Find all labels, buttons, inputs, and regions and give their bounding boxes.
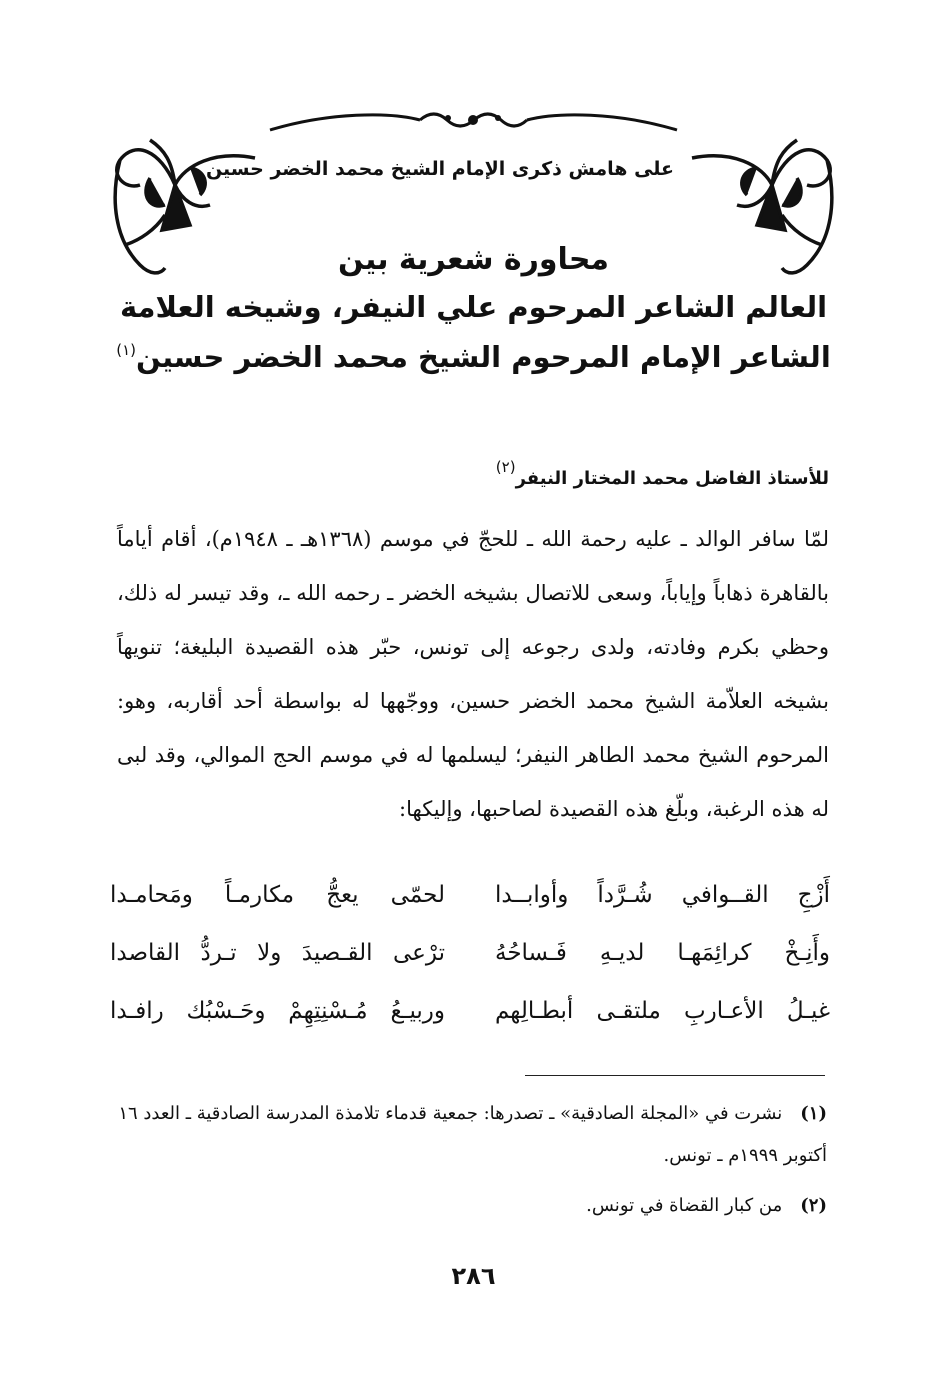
author-footnote-mark: (٢) — [495, 458, 516, 476]
footnote-divider — [525, 1075, 825, 1076]
author-byline — [496, 458, 829, 489]
verse-first-hemistich: وأَنِـخْ كرائِمَهـا لديـهِ فَـساحُهُ — [495, 940, 830, 966]
poem-verse — [100, 998, 830, 1048]
fleur-ornament-icon — [420, 114, 527, 126]
running-header: على هامش ذكرى الإمام الشيخ محمد الخضر حسين — [205, 158, 675, 180]
body-paragraph-block — [117, 512, 829, 836]
poem-verse — [100, 940, 830, 990]
title-footnote-mark: (١) — [116, 341, 136, 359]
poem-verse — [100, 882, 830, 932]
footnote — [117, 1093, 827, 1177]
verse-first-hemistich: أَزْجِ القــوافي شُـرَّداً وأوابــدا — [495, 882, 830, 908]
verse-first-hemistich: غيـلُ الأعـاربِ ملتقـى أبطـالِهم — [495, 998, 830, 1024]
title-line-2: العالم الشاعر المرحوم علي النيفر، وشيخه العلامة — [119, 290, 828, 324]
title-line-3 — [90, 340, 857, 374]
body-paragraph: لمّا سافر الوالد ـ عليه رحمة الله ـ للحجّ في موسم (١٣٦٨هـ ـ ١٩٤٨م)، أقام أياماً بالقاهرة ذهاباً وإياباً، وسعى للاتصال بشيخه الخضر ـ رحمه الله ـ، وقد تيسر له ذلك، وحظي بكرم وفادته، ولدى رجوعه إلى تونس، حبّر هذه القصيدة البليغة؛ تنويهاً بشيخه العلاّمة الشيخ محمد الخضر حسين، ووجّهها له بواسطة أحد أقاربه، وهو: المرحوم الشيخ محمد الطاهر النيفر؛ ليسلمها له في موسم الحج الموالي، وقد لبى له هذه الرغبة، وبلّغ هذه القصيدة لصاحبها، وإليكها: — [117, 527, 829, 821]
footnote — [117, 1185, 827, 1227]
footnote-text: نشرت في «المجلة الصادقية» ـ تصدرها: جمعية قدماء تلامذة المدرسة الصادقية ـ العدد ١٦ أكتوبر ١٩٩٩م ـ تونس. — [118, 1103, 827, 1166]
verse-second-hemistich: وربيـعُ مُـسْنِتِهِمْ وحَـسْبُك رافـدا — [110, 998, 445, 1024]
author-name: للأستاذ الفاضل محمد المختار النيفر — [515, 468, 829, 489]
title-line-3-text: الشاعر الإمام المرحوم الشيخ محمد الخضر حسين — [136, 340, 831, 374]
page-number: ٢٨٦ — [451, 1262, 496, 1290]
footnote-number: (٢) — [800, 1195, 827, 1216]
title-line-1: محاورة شعرية بين — [337, 242, 610, 277]
footnote-text: من كبار القضاة في تونس. — [586, 1195, 783, 1216]
verse-second-hemistich: لحمّى يعجُّ مكارمـاً ومَحامـدا — [110, 882, 445, 908]
footnote-number: (١) — [800, 1103, 827, 1124]
verse-second-hemistich: ترْعى القـصيدَ ولا تـردُّ القاصدا — [110, 940, 445, 966]
